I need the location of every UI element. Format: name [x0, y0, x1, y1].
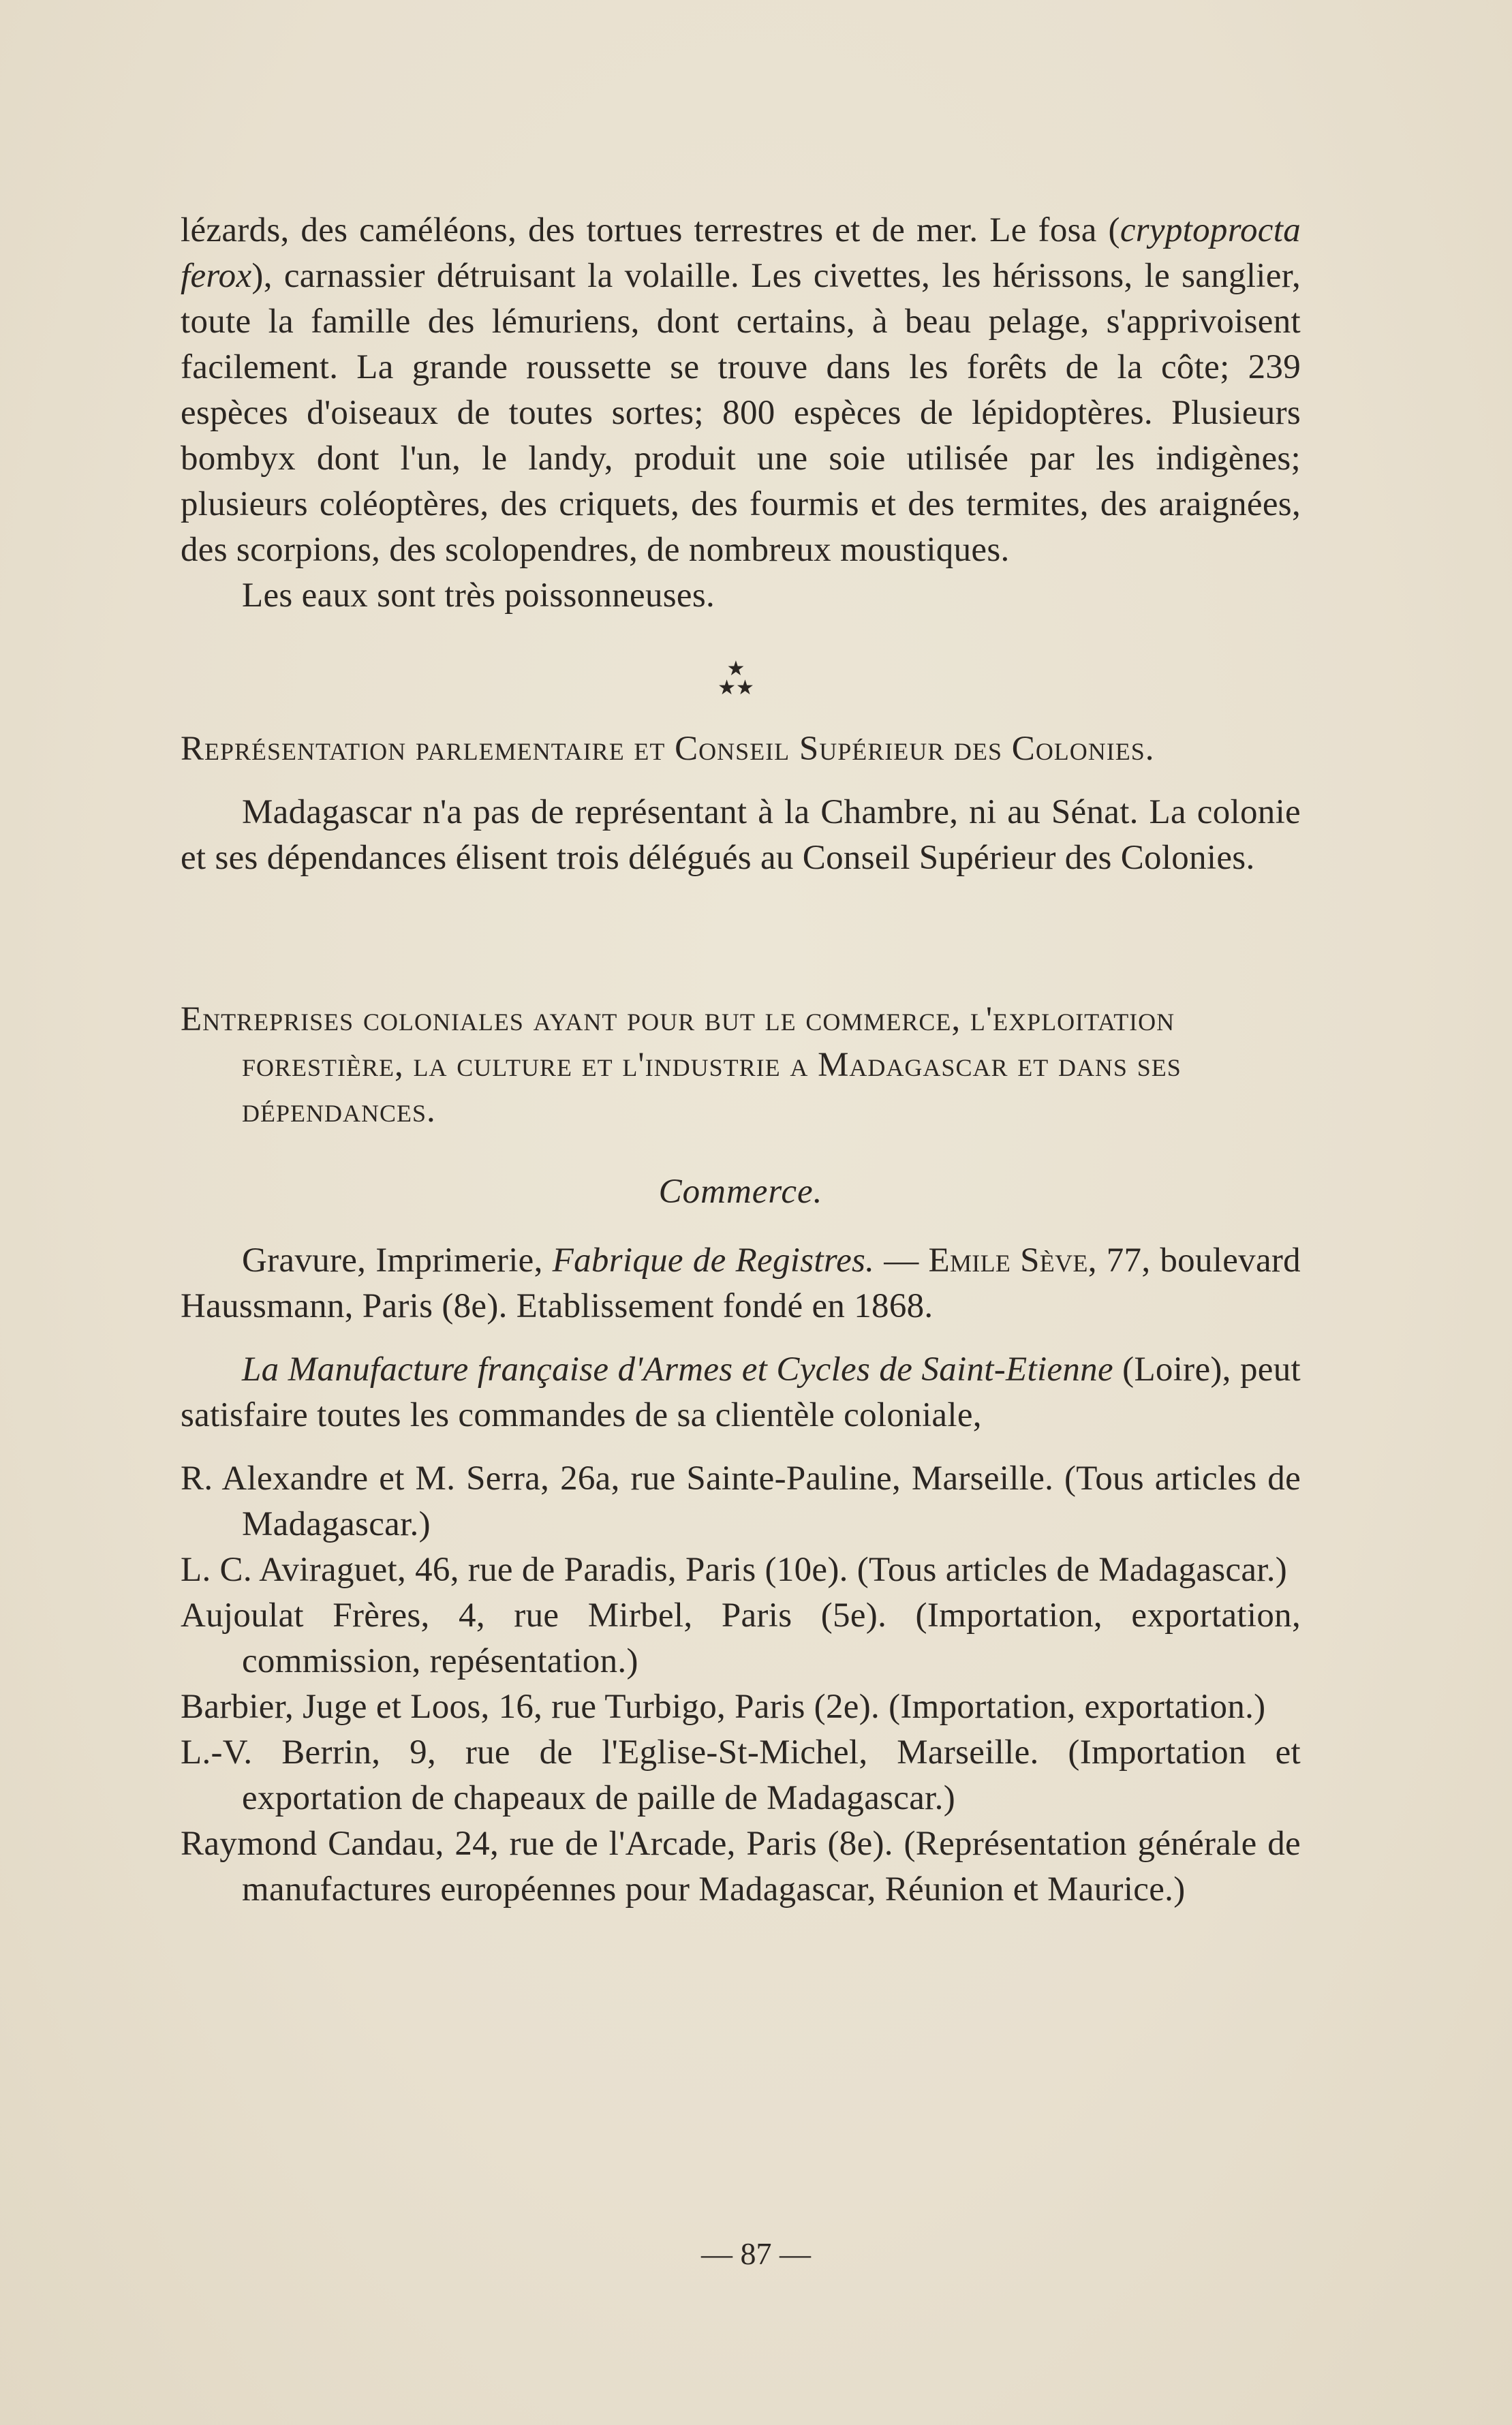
advert-manufacture: [181, 1347, 1301, 1438]
section-heading-entreprises: Entreprises coloniales ayant pour but le commerce, l'exploitation forestière, la culture et l'industrie a Madagascar et dans ses dépendances.: [181, 1000, 1182, 1130]
asterism-star-top: ★: [726, 658, 745, 680]
advert-seve-name: Emile Sève: [928, 1241, 1088, 1280]
advert-manufacture-name: La Manufacture française d'Armes et Cycles de Saint-Etienne: [242, 1350, 1113, 1389]
list-item: L. C. Aviraguet, 46, rue de Paradis, Paris (10e). (Tous articles de Madagascar.): [181, 1551, 1288, 1589]
list-item: Barbier, Juge et Loos, 16, rue Turbigo, Paris (2e). (Importation, exportation.): [181, 1688, 1266, 1726]
advert-manufacture-text: (Loire), peut satisfaire toutes les commandes de sa clientèle coloniale,: [181, 1350, 1301, 1434]
fauna-text-start: lézards, des caméléons, des tortues terrestres et de mer. Le fosa (: [181, 211, 1120, 249]
asterism-divider: [181, 660, 1301, 700]
advert-seve-lead: Gravure, Imprimerie,: [242, 1241, 553, 1280]
waters-paragraph: Les eaux sont très poissonneuses.: [242, 576, 715, 615]
asterism-stars-bottom: ★★: [718, 677, 754, 699]
list-item: Raymond Candau, 24, rue de l'Arcade, Paris (8e). (Représentation générale de manufactures européennes pour Madagascar, Réunion et Maurice.): [181, 1825, 1301, 1909]
latin-name: cryptoprocta ferox: [181, 211, 1301, 295]
company-list: [181, 1456, 1301, 1913]
advert-seve-address: , 77, boulevard Haussmann, Paris (8e). Etablissement fondé en 1868.: [181, 1241, 1301, 1325]
fauna-paragraph: [181, 208, 1301, 573]
list-item: R. Alexandre et M. Serra, 26a, rue Sainte-Pauline, Marseille. (Tous articles de Madagascar.): [181, 1459, 1301, 1543]
advert-seve-product: Fabrique de Registres.: [552, 1241, 875, 1280]
advert-seve: [181, 1238, 1301, 1329]
advert-seve-dash: —: [874, 1241, 929, 1280]
subheading-commerce: Commerce.: [658, 1173, 823, 1211]
list-item: Aujoulat Frères, 4, rue Mirbel, Paris (5e). (Importation, exportation, commission, repésentation.): [181, 1596, 1301, 1680]
list-item: L.-V. Berrin, 9, rue de l'Eglise-St-Michel, Marseille. (Importation et exportation de chapeaux de paille de Madagascar.): [181, 1733, 1301, 1817]
fauna-text-end: ), carnassier détruisant la volaille. Les civettes, les hérissons, le sanglier, toute la famille des lémuriens, dont certains, à beau pelage, s'apprivoisent facilement. La grande roussette se trouve dans les forêts de la côte; 239 espèces d'oiseaux de toutes sortes; 800 espèces de lépidoptères. Plusieurs bombyx dont l'un, le landy, produit une soie utilisée par les indigènes; plusieurs coléoptères, des criquets, des fourmis et des termites, des araignées, des scorpions, des scolopendres, de nombreux moustiques.: [181, 257, 1301, 569]
page-number: — 87 —: [701, 2236, 811, 2271]
section-heading-representation: Représentation parlementaire et Conseil Supérieur des Colonies.: [181, 730, 1155, 768]
representation-paragraph: Madagascar n'a pas de représentant à la Chambre, ni au Sénat. La colonie et ses dépendances élisent trois délégués au Conseil Supérieur des Colonies.: [181, 793, 1301, 877]
